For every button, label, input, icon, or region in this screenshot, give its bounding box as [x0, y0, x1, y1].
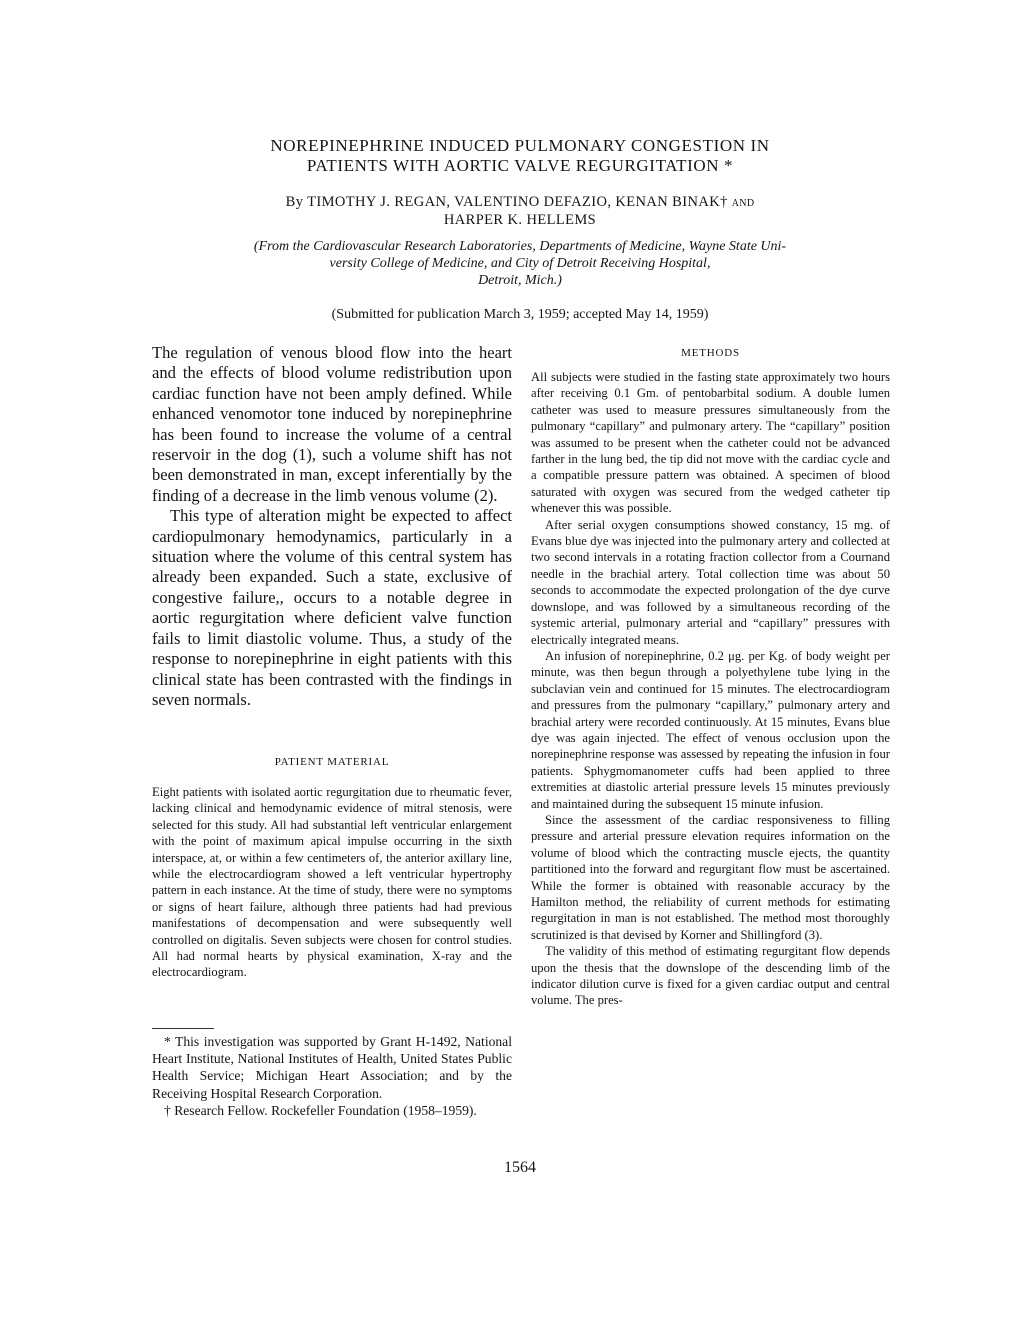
patient-material-heading: PATIENT MATERIAL — [274, 756, 390, 768]
introduction — [152, 343, 512, 710]
methods-paragraph-5: The validity of this method of estimating regurgitant flow depends upon the thesis that the downslope of the descending limb of the indicator dilution curve is fixed for a given cardiac output and central volume. The pres- — [531, 944, 890, 1008]
affiliation — [150, 238, 890, 289]
title-line-2: PATIENTS WITH AORTIC VALVE REGURGITATION * — [306, 156, 734, 175]
footnotes — [152, 1033, 512, 1119]
authors-line-2: HARPER K. HELLEMS — [443, 212, 597, 228]
author-list — [170, 194, 870, 229]
methods-section — [531, 369, 890, 1009]
footnote-funding: * This investigation was supported by Grant H-1492, National Heart Institute, National Institutes of Health, United States Public Health Service; Michigan Heart Association; and by the Receiving Hospital Research Corporation. — [152, 1034, 512, 1101]
intro-paragraph-2: This type of alteration might be expected to affect cardiopulmonary hemodynamics, particularly in a situation where the volume of this central system has already been expanded. Such a state, exclusive of congestive failure,, occurs to a notable degree in aortic regurgitation where deficient valve function fails to limit diastolic volume. Thus, a study of the response to norepinephrine in eight patients with this clinical state has been contrasted with the findings in seven normals. — [152, 506, 512, 709]
authors-by: By — [285, 194, 304, 210]
footnote-fellowship: † Research Fellow. Rockefeller Foundation (1958–1959). — [164, 1102, 477, 1118]
title-line-1: NOREPINEPHRINE INDUCED PULMONARY CONGESTION IN — [270, 136, 770, 155]
methods-paragraph-1: All subjects were studied in the fasting state approximately two hours after receiving 0.1 Gm. of pentobarbital sodium. A double lumen catheter was used to measure pressures simultaneously from the pulmonary “capillary” and pulmonary artery. The “capillary” position was assumed to be present when the catheter could not be advanced farther in the lung bed, the tip did not move with the cardiac cycle and a compatible pressure pattern was obtained. A specimen of blood saturated with oxygen was secured from the wedged catheter tip whenever this was possible. — [531, 370, 890, 516]
footnote-divider — [152, 1028, 214, 1029]
submission-dates: (Submitted for publication March 3, 1959; accepted May 14, 1959) — [331, 307, 709, 322]
affiliation-line-2: versity College of Medicine, and City of Detroit Receiving Hospital, — [329, 256, 711, 271]
patient-material-paragraph: Eight patients with isolated aortic regurgitation due to rheumatic fever, lacking clinical and hemodynamic evidence of mitral stenosis, were selected for this study. All had substantial left ventricular enlargement with the point of maximum apical impulse occurring in the sixth interspace, at, or within a few centimeters of, the anterior axillary line, while the electrocardiogram showed a left ventricular hypertrophy pattern in each instance. At the time of study, there were no symptoms or signs of heart failure, although three patients had had previous manifestations of decompensation and were subsequently well controlled on digitalis. Seven subjects were chosen for control studies. All had normal hearts by physical examination, X-ray and the electrocardiogram. — [152, 785, 512, 980]
affiliation-line-3: Detroit, Mich.) — [478, 273, 562, 288]
patient-material-section — [152, 784, 512, 981]
page-number: 1564 — [504, 1159, 536, 1176]
methods-paragraph-3: An infusion of norepinephrine, 0.2 μg. per Kg. of body weight per minute, was then begun through a polyethylene tube lying in the subclavian vein and continued for 15 minutes. The electrocardiogram and pressures from the pulmonary “capillary,” pulmonary artery and brachial artery were recorded continuously. At 15 minutes, Evans blue dye was again injected. The effect of venous occlusion upon the norepinephrine response was assessed by repeating the infusion in four patients. Sphygmomanometer cuffs had been applied to three extremities at diastolic arterial pressure levels 15 minutes previously and maintained during the subsequent 15 minute infusion. — [531, 648, 890, 811]
authors-and: AND — [731, 198, 755, 209]
intro-paragraph-1: The regulation of venous blood flow into the heart and the effects of blood volume redistribution upon cardiac function have not been amply defined. While enhanced venomotor tone induced by norepinephrine has been found to increase the volume of a central reservoir in the dog (1), such a volume shift has not been demonstrated in man, except inferentially by the finding of a decrease in the limb venous volume (2). — [152, 343, 512, 505]
authors-line-1: TIMOTHY J. REGAN, VALENTINO DEFAZIO, KENAN BINAK† — [307, 194, 732, 210]
article-title — [150, 136, 890, 176]
affiliation-line-1: (From the Cardiovascular Research Laboratories, Departments of Medicine, Wayne State Uni- — [253, 239, 787, 254]
methods-heading: METHODS — [681, 347, 740, 359]
methods-paragraph-4: Since the assessment of the cardiac responsiveness to filling pressure and arterial pressure elevation requires information on the volume of blood which the contracting muscle ejects, the quantity partitioned into the forward and regurgitant flow must be ascertained. While the former is obtained with reasonable accuracy by the Hamilton method, the reliability of current methods for estimating regurgitation in man is not established. The method most thoroughly scrutinized is that devised by Korner and Shillingford (3). — [531, 812, 890, 942]
methods-paragraph-2: After serial oxygen consumptions showed constancy, 15 mg. of Evans blue dye was injected into the pulmonary artery and collected at two second intervals in a rotating fraction collector from a Cournand needle in the brachial artery. Total collection time was about 50 seconds to accommodate the expected prolongation of the dye curve downslope, and was followed by a simultaneous recording of the systemic arterial, pulmonary arterial and “capillary” pressures with electrically integrated means. — [531, 517, 890, 647]
